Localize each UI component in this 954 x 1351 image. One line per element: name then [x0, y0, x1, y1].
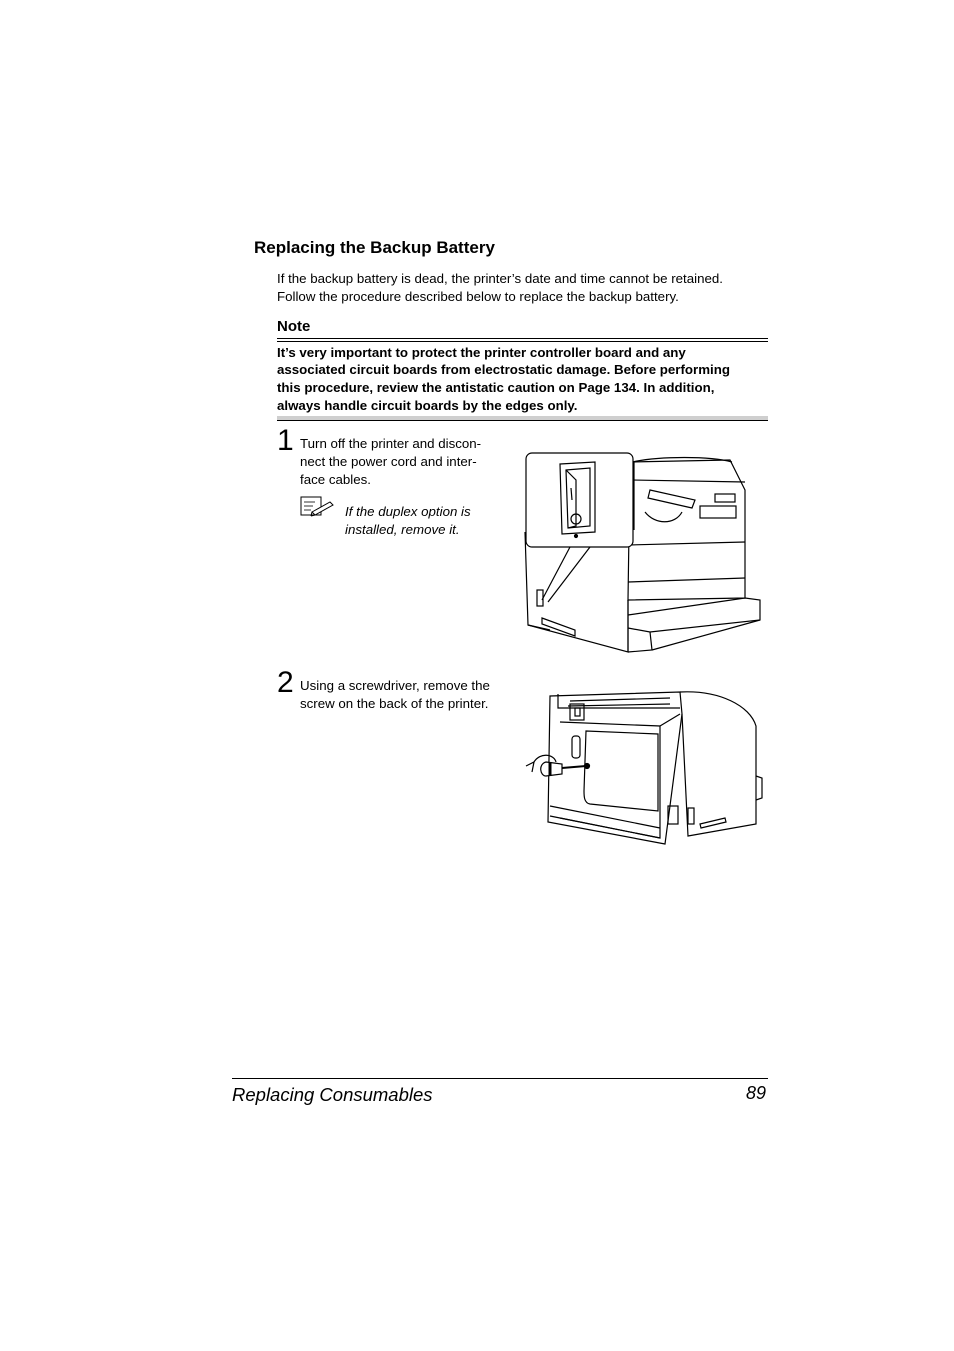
- step-1-tip-line-1: If the duplex option is: [345, 504, 471, 519]
- step-1-line-3: face cables.: [300, 472, 371, 487]
- step-2-line-2: screw on the back of the printer.: [300, 696, 489, 711]
- note-line-2: associated circuit boards from electrostatic damage. Before performing: [277, 362, 730, 377]
- step-1-tip-line-2: installed, remove it.: [345, 522, 460, 537]
- step-1-line-1: Turn off the printer and discon-: [300, 436, 482, 451]
- footer-page-number: 89: [746, 1083, 767, 1103]
- note-line-1: It’s very important to protect the printer controller board and any: [277, 345, 686, 360]
- step-2-line-1: Using a screwdriver, remove the: [300, 678, 490, 693]
- footer-chapter-title: Replacing Consumables: [232, 1084, 433, 1105]
- note-heading: Note: [277, 318, 311, 335]
- note-line-3: this procedure, review the antistatic caution on Page 134. In addition,: [277, 380, 715, 395]
- intro-line-1: If the backup battery is dead, the printer’s date and time cannot be retained.: [277, 271, 723, 286]
- printer-rear-screwdriver-illustration: [520, 686, 765, 848]
- note-top-rule: [277, 338, 768, 342]
- step-2-number: 2: [277, 666, 294, 699]
- footer-rule: [232, 1078, 768, 1079]
- note-line-4: always handle circuit boards by the edges only.: [277, 398, 578, 413]
- step-1-number: 1: [277, 424, 294, 457]
- note-bottom-rule: [277, 416, 768, 421]
- step-1-line-2: nect the power cord and inter-: [300, 454, 477, 469]
- intro-line-2: Follow the procedure described below to replace the backup battery.: [277, 289, 679, 304]
- note-pencil-icon: [300, 496, 336, 518]
- printer-front-power-switch-illustration: [520, 450, 765, 656]
- section-title: Replacing the Backup Battery: [254, 238, 495, 257]
